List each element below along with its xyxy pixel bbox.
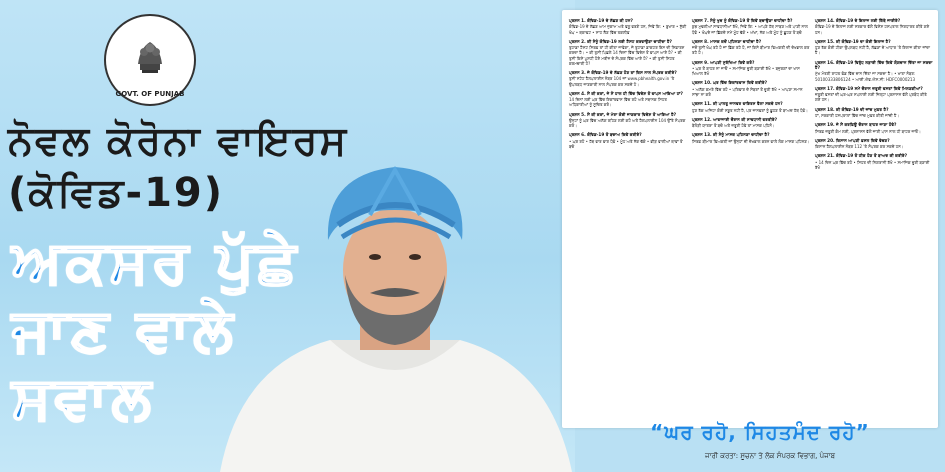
- faq-answer: ਕੋਵਿਡ-19 ਦੇ ਇਲਾਜ ਲਈ ਸਰਕਾਰ ਵੱਲੋਂ ਵਿਸ਼ੇਸ਼ ਹਸਪਤਾਲ ਨਿਰਧਾਰਤ ਕੀਤੇ ਗਏ ਹਨ।: [815, 24, 930, 35]
- slogan: “ਘਰ ਰਹੋ, ਸਿਹਤਮੰਦ ਰਹੋ”: [650, 420, 870, 444]
- faq-answer: ਕਿਸਾਨ ਹੈਲਪਲਾਈਨ ਨੰਬਰ 112 'ਤੇ ਸੰਪਰਕ ਕਰ ਸਕਦੇ ਹਨ।: [815, 144, 904, 150]
- faq-item: [692, 39, 810, 56]
- faq-answer: ਜ਼ਰੂਰੀ ਵਸਤਾਂ ਦੀ ਘਰ-ਘਰ ਸਪਲਾਈ ਲਈ ਜ਼ਿਲ੍ਹਾ ਪ੍ਰਸ਼ਾਸਨ ਵੱਲੋਂ ਪ੍ਰਬੰਧ ਕੀਤੇ ਗਏ ਹਨ।: [815, 92, 927, 103]
- faq-answer: ਜਦੋਂ ਤੁਸੀਂ ਖੰਘ ਰਹੇ ਹੋ ਜਾਂ ਛਿੱਕ ਰਹੇ ਹੋ, ਜਾਂ ਕਿਸੇ ਬੀਮਾਰ ਵਿਅਕਤੀ ਦੀ ਦੇਖਭਾਲ ਕਰ ਰਹੇ ਹੋ।: [692, 45, 810, 56]
- issuer-credit: ਜਾਰੀ ਕਰਤਾ: ਸੂਚਨਾ ਤੇ ਲੋਕ ਸੰਪਰਕ ਵਿਭਾਗ, ਪੰਜਾਬ: [704, 452, 836, 460]
- faq-question: ਪ੍ਰਸ਼ਨ 20. ਕਿਸਾਨ ਆਪਣੀ ਫ਼ਸਲ ਕਿਵੇਂ ਵੇਚਣ?: [815, 137, 890, 143]
- faq-answer: ਕੋਵਿਡ-19 ਦੇ ਲੱਛਣ ਆਮ ਜ਼ੁਕਾਮ ਅਤੇ ਫਲੂ ਵਰਗੇ ਹਨ, ਜਿਵੇਂ ਕਿ: • ਬੁਖਾਰ • ਸੁੱਕੀ ਖੰਘ • ਥਕਾਵਟ • ਸਾਹ ਲੈਣ ਵਿੱਚ ਤਕਲੀਫ਼: [569, 24, 687, 35]
- faq-document: [562, 10, 938, 428]
- faq-question: ਪ੍ਰਸ਼ਨ 7. ਮੈਨੂੰ ਖੁਦ ਨੂੰ ਕੋਵਿਡ-19 ਤੋਂ ਕਿਵੇਂ ਬਚਾਉਣਾ ਚਾਹੀਦਾ ਹੈ?: [692, 18, 793, 23]
- faq-answer: • ਘਰ ਤੋਂ ਬਾਹਰ ਨਾ ਜਾਓ • ਸਮਾਜਿਕ ਦੂਰੀ ਬਣਾਈ ਰੱਖੋ • ਬਜ਼ੁਰਗਾਂ ਦਾ ਖਾਸ ਖਿਆਲ ਰੱਖੋ: [692, 66, 800, 77]
- faq-answer: • ਘਰ ਰਹੋ • ਹੱਥ ਵਾਰ ਵਾਰ ਧੋਵੋ • ਮੂੰਹ ਅਤੇ ਨੱਕ ਢੱਕੋ • ਭੀੜ ਵਾਲੀਆਂ ਥਾਵਾਂ ਤੋਂ ਬਚੋ: [569, 138, 683, 150]
- faq-question: ਪ੍ਰਸ਼ਨ 5. ਮੈਂ ਕੀ ਕਰਾਂ, ਜੇ ਮੇਰਾ ਕੋਈ ਜਾਣਕਾਰ ਵਿਦੇਸ਼ ਤੋਂ ਆਇਆ ਹੈ?: [569, 111, 677, 117]
- faq-question: ਪ੍ਰਸ਼ਨ 9. ਆਪਣੀ ਸੁਰੱਖਿਆ ਕਿਵੇਂ ਕਰੋ?: [692, 59, 755, 65]
- faq-item: [815, 107, 933, 119]
- faq-question: ਪ੍ਰਸ਼ਨ 18. ਕੀ ਕੋਵਿਡ-19 ਦੀ ਜਾਂਚ ਮੁਫ਼ਤ ਹੈ?: [815, 106, 889, 112]
- faq-item: [692, 60, 810, 77]
- government-emblem: [104, 14, 196, 106]
- faq-item: [692, 80, 810, 97]
- faq-answer: ਹਾਂ, ਸਰਕਾਰੀ ਹਸਪਤਾਲਾਂ ਵਿੱਚ ਜਾਂਚ ਮੁਫ਼ਤ ਕੀਤੀ ਜਾਂਦੀ ਹੈ।: [815, 113, 900, 119]
- faq-item: [692, 132, 810, 144]
- faq-item: [569, 70, 687, 87]
- title-line-1: ਨੋਵਲ ਕੋਰੋਨਾ ਵਾਇਰਸ: [8, 118, 349, 164]
- title-line-2: (ਕੋਵਿਡ-19): [8, 170, 225, 216]
- faq-item: [569, 132, 687, 149]
- headline-line-2: ਜਾਣ ਵਾਲੇ: [12, 296, 237, 364]
- faq-question: ਪ੍ਰਸ਼ਨ 12. ਆਵਾਜਾਈ ਦੌਰਾਨ ਕੀ ਸਾਵਧਾਨੀ ਵਰਤੀਏ?: [692, 116, 778, 122]
- faq-answer: ਤੁਹਾਡਾ ਟੈਸਟ ਸਿਰਫ਼ ਤਾਂ ਹੀ ਕੀਤਾ ਜਾਵੇਗਾ, ਜੇ ਤੁਹਾਡਾ ਡਾਕਟਰ ਇਸ ਦੀ ਸਿਫ਼ਾਰਸ਼ ਕਰਦਾ ਹੈ। • ਕੀ ਤੁਸੀਂ ਪਿਛਲੇ 14 ਦਿਨਾਂ ਵਿੱਚ ਵਿਦੇਸ਼ ਤੋਂ ਵਾਪਸ ਆਏ ਹੋ? • ਕੀ ਤੁਸੀਂ ਕਿਸੇ ਪੁਸ਼ਟੀ ਹੋਏ ਮਰੀਜ਼ ਦੇ ਸੰਪਰਕ ਵਿੱਚ ਆਏ ਹੋ? • ਕੀ ਤੁਸੀਂ ਸਿਹਤ ਕਰਮਚਾਰੀ ਹੋ?: [569, 45, 685, 66]
- faq-question: ਪ੍ਰਸ਼ਨ 8. ਮਾਸਕ ਕਦੋਂ ਪਹਿਨਣਾ ਚਾਹੀਦਾ ਹੈ?: [692, 38, 762, 44]
- faq-item: [569, 18, 687, 35]
- headline-line-1: ਅਕਸਰ ਪੁੱਛੇ: [12, 228, 300, 296]
- faq-question: ਪ੍ਰਸ਼ਨ 4. ਮੈਂ ਕੀ ਕਰਾਂ, ਜੇ ਮੈਂ ਹਾਲ ਹੀ ਵਿੱਚ ਵਿਦੇਸ਼ ਤੋਂ ਵਾਪਸ ਆਇਆ ਹਾਂ?: [569, 90, 683, 96]
- faq-answer: ਸਿਰਫ਼ ਬੀਮਾਰ ਵਿਅਕਤੀ ਜਾਂ ਉਨ੍ਹਾਂ ਦੀ ਦੇਖਭਾਲ ਕਰਨ ਵਾਲੇ ਲੋਕ ਮਾਸਕ ਪਹਿਨਣ।: [692, 138, 810, 144]
- faq-item: [692, 101, 810, 113]
- faq-item: [569, 112, 687, 129]
- faq-question: ਪ੍ਰਸ਼ਨ 10. ਘਰ ਵਿੱਚ ਇਕਾਂਤਵਾਸ ਕਿਵੇਂ ਕਰੀਏ?: [692, 80, 768, 86]
- faq-answer: • ਅਲੱਗ ਕਮਰੇ ਵਿੱਚ ਰਹੋ • ਪਰਿਵਾਰ ਦੇ ਮੈਂਬਰਾਂ ਤੋਂ ਦੂਰੀ ਰੱਖੋ • ਆਪਣਾ ਸਮਾਨ ਸਾਂਝਾ ਨਾ ਕਰੋ: [692, 86, 803, 98]
- lion-capital-icon: [128, 34, 172, 78]
- faq-item: [815, 86, 933, 103]
- faq-answer: • 14 ਦਿਨ ਘਰ ਵਿੱਚ ਰਹੋ • ਸਿਹਤ ਦੀ ਨਿਗਰਾਨੀ ਰੱਖੋ • ਸਮਾਜਿਕ ਦੂਰੀ ਬਣਾਈ ਰੱਖੋ: [815, 159, 930, 171]
- faq-item: [815, 122, 933, 134]
- faq-question: ਪ੍ਰਸ਼ਨ 3. ਜੇ ਕੋਵਿਡ-19 ਦੇ ਲੱਛਣ ਹੋਣ ਤਾਂ ਕਿਸ ਨਾਲ ਸੰਪਰਕ ਕਰੀਏ?: [569, 70, 677, 76]
- faq-answer: ਉਨ੍ਹਾਂ ਨੂੰ ਘਰ ਵਿੱਚ ਅਲੱਗ ਰਹਿਣ ਲਈ ਕਹੋ ਅਤੇ ਹੈਲਪਲਾਈਨ 104 ਉੱਤੇ ਸੰਪਰਕ ਕਰੋ।: [569, 118, 686, 129]
- faq-question: ਪ੍ਰਸ਼ਨ 14. ਕੋਵਿਡ-19 ਦੇ ਇਲਾਜ ਲਈ ਕਿੱਥੇ ਜਾਈਏ?: [815, 18, 901, 23]
- faq-column-1: [569, 18, 687, 153]
- faq-item: [815, 60, 933, 82]
- faq-question: ਪ੍ਰਸ਼ਨ 1. ਕੋਵਿਡ-19 ਦੇ ਲੱਛਣ ਕੀ ਹਨ?: [569, 18, 633, 23]
- faq-answer: ਕੁਝ ਮੁਢਲੀਆਂ ਸਾਵਧਾਨੀਆਂ ਰੱਖੋ, ਜਿਵੇਂ ਕਿ: • ਆਪਣੇ ਹੱਥ ਸਾਬਣ ਅਤੇ ਪਾਣੀ ਨਾਲ ਧੋਵੋ • ਖੰਘਦੇ ਜਾਂ ਛਿੱਕਦੇ ਸਮੇਂ ਮੂੰਹ ਢੱਕੋ • ਅੱਖਾਂ, ਨੱਕ ਅਤੇ ਮੂੰਹ ਨੂੰ ਛੂਹਣ ਤੋਂ ਬਚੋ: [692, 24, 808, 35]
- faq-answer: ਹੁਣ ਤੱਕ ਅਜਿਹਾ ਕੋਈ ਸਬੂਤ ਨਹੀਂ ਹੈ, ਪਰ ਜਾਨਵਰਾਂ ਨੂੰ ਛੂਹਣ ਤੋਂ ਬਾਅਦ ਹੱਥ ਧੋਵੋ।: [692, 107, 808, 113]
- faq-answer: 14 ਦਿਨਾਂ ਲਈ ਘਰ ਵਿੱਚ ਇਕਾਂਤਵਾਸ ਵਿੱਚ ਰਹੋ ਅਤੇ ਸਥਾਨਕ ਸਿਹਤ ਅਧਿਕਾਰੀਆਂ ਨੂੰ ਸੂਚਿਤ ਕਰੋ।: [569, 97, 667, 108]
- faq-item: [692, 18, 810, 35]
- faq-answer: ਤੁਸੀਂ ਸਟੇਟ ਹੈਲਪਲਾਈਨ ਨੰਬਰ 104 ਜਾਂ www.pbhealth.gov.in 'ਤੇ ਉਪਲਬਧ ਜਾਣਕਾਰੀ ਨਾਲ ਸੰਪਰਕ ਕਰ ਸਕਦੇ ਹੋ।: [569, 76, 675, 87]
- faq-question: ਪ੍ਰਸ਼ਨ 15. ਕੀ ਕੋਵਿਡ-19 ਦਾ ਕੋਈ ਇਲਾਜ ਹੈ?: [815, 38, 891, 44]
- faq-item: [815, 18, 933, 35]
- faq-item: [569, 91, 687, 108]
- faq-question: ਪ੍ਰਸ਼ਨ 17. ਕੋਵਿਡ-19 ਸਮੇਂ ਦੌਰਾਨ ਜ਼ਰੂਰੀ ਵਸਤਾਂ ਕਿਵੇਂ ਮਿਲਣਗੀਆਂ?: [815, 85, 923, 91]
- faq-column-2: [692, 18, 810, 148]
- headline-line-3: ਸਵਾਲ: [12, 364, 155, 432]
- faq-answer: ਸਿਰਫ਼ ਜ਼ਰੂਰੀ ਕੰਮ ਲਈ, ਪ੍ਰਸ਼ਾਸਨ ਵੱਲੋਂ ਜਾਰੀ ਪਾਸ ਨਾਲ ਹੀ ਬਾਹਰ ਜਾਓ।: [815, 128, 921, 134]
- faq-item: [692, 117, 810, 129]
- faq-question: ਪ੍ਰਸ਼ਨ 19. ਜੇ ਮੈਂ ਕਰਫ਼ਿਊ ਦੌਰਾਨ ਬਾਹਰ ਜਾਣਾ ਹੋਵੇ?: [815, 122, 897, 128]
- faq-answer: ਮੁੱਖ ਮੰਤਰੀ ਰਾਹਤ ਫੰਡ ਵਿੱਚ ਦਾਨ ਦਿੱਤਾ ਜਾ ਸਕਦਾ ਹੈ। • ਖਾਤਾ ਨੰਬਰ: 50100333806124 • ਆਈ.ਐਫ.ਐਸ.ਸੀ: HDFC0000213: [815, 71, 916, 82]
- faq-question: ਪ੍ਰਸ਼ਨ 21. ਕੋਵਿਡ-19 ਤੋਂ ਠੀਕ ਹੋਣ ਤੋਂ ਬਾਅਦ ਕੀ ਕਰੀਏ?: [815, 153, 908, 159]
- faq-column-3: [815, 18, 933, 174]
- faq-answer: ਹੁਣ ਤੱਕ ਕੋਈ ਟੀਕਾ ਉਪਲਬਧ ਨਹੀਂ ਹੈ, ਲੱਛਣਾਂ ਦੇ ਆਧਾਰ 'ਤੇ ਇਲਾਜ ਕੀਤਾ ਜਾਂਦਾ ਹੈ।: [815, 45, 931, 56]
- faq-answer: ਬੇਲੋੜੀ ਯਾਤਰਾ ਤੋਂ ਬਚੋ ਅਤੇ ਜ਼ਰੂਰੀ ਹੋਵੇ ਤਾਂ ਮਾਸਕ ਪਹਿਨੋ।: [692, 123, 775, 129]
- faq-item: [815, 39, 933, 56]
- faq-question: ਪ੍ਰਸ਼ਨ 11. ਕੀ ਪਾਲਤੂ ਜਾਨਵਰ ਵਾਇਰਸ ਫੈਲਾ ਸਕਦੇ ਹਨ?: [692, 101, 783, 107]
- faq-question: ਪ੍ਰਸ਼ਨ 2. ਕੀ ਮੈਨੂੰ ਕੋਵਿਡ-19 ਲਈ ਟੈਸਟ ਕਰਵਾਉਣਾ ਚਾਹੀਦਾ ਹੈ?: [569, 38, 672, 44]
- faq-item: [815, 138, 933, 150]
- faq-question: ਪ੍ਰਸ਼ਨ 6. ਕੋਵਿਡ-19 ਤੋਂ ਬਚਾਅ ਕਿਵੇਂ ਕਰੀਏ?: [569, 132, 642, 138]
- faq-item: [815, 153, 933, 170]
- emblem-text: GOVT. OF PUNJAB: [115, 90, 185, 98]
- person-portrait: [210, 165, 580, 472]
- faq-item: [569, 39, 687, 66]
- faq-question: ਪ੍ਰਸ਼ਨ 16. ਕੋਵਿਡ-19 ਵਿਰੁੱਧ ਲੜਾਈ ਵਿੱਚ ਕਿਵੇਂ ਯੋਗਦਾਨ ਦਿੱਤਾ ਜਾ ਸਕਦਾ ਹੈ?: [815, 59, 933, 71]
- faq-question: ਪ੍ਰਸ਼ਨ 13. ਕੀ ਮੈਨੂੰ ਮਾਸਕ ਪਹਿਨਣਾ ਚਾਹੀਦਾ ਹੈ?: [692, 132, 770, 138]
